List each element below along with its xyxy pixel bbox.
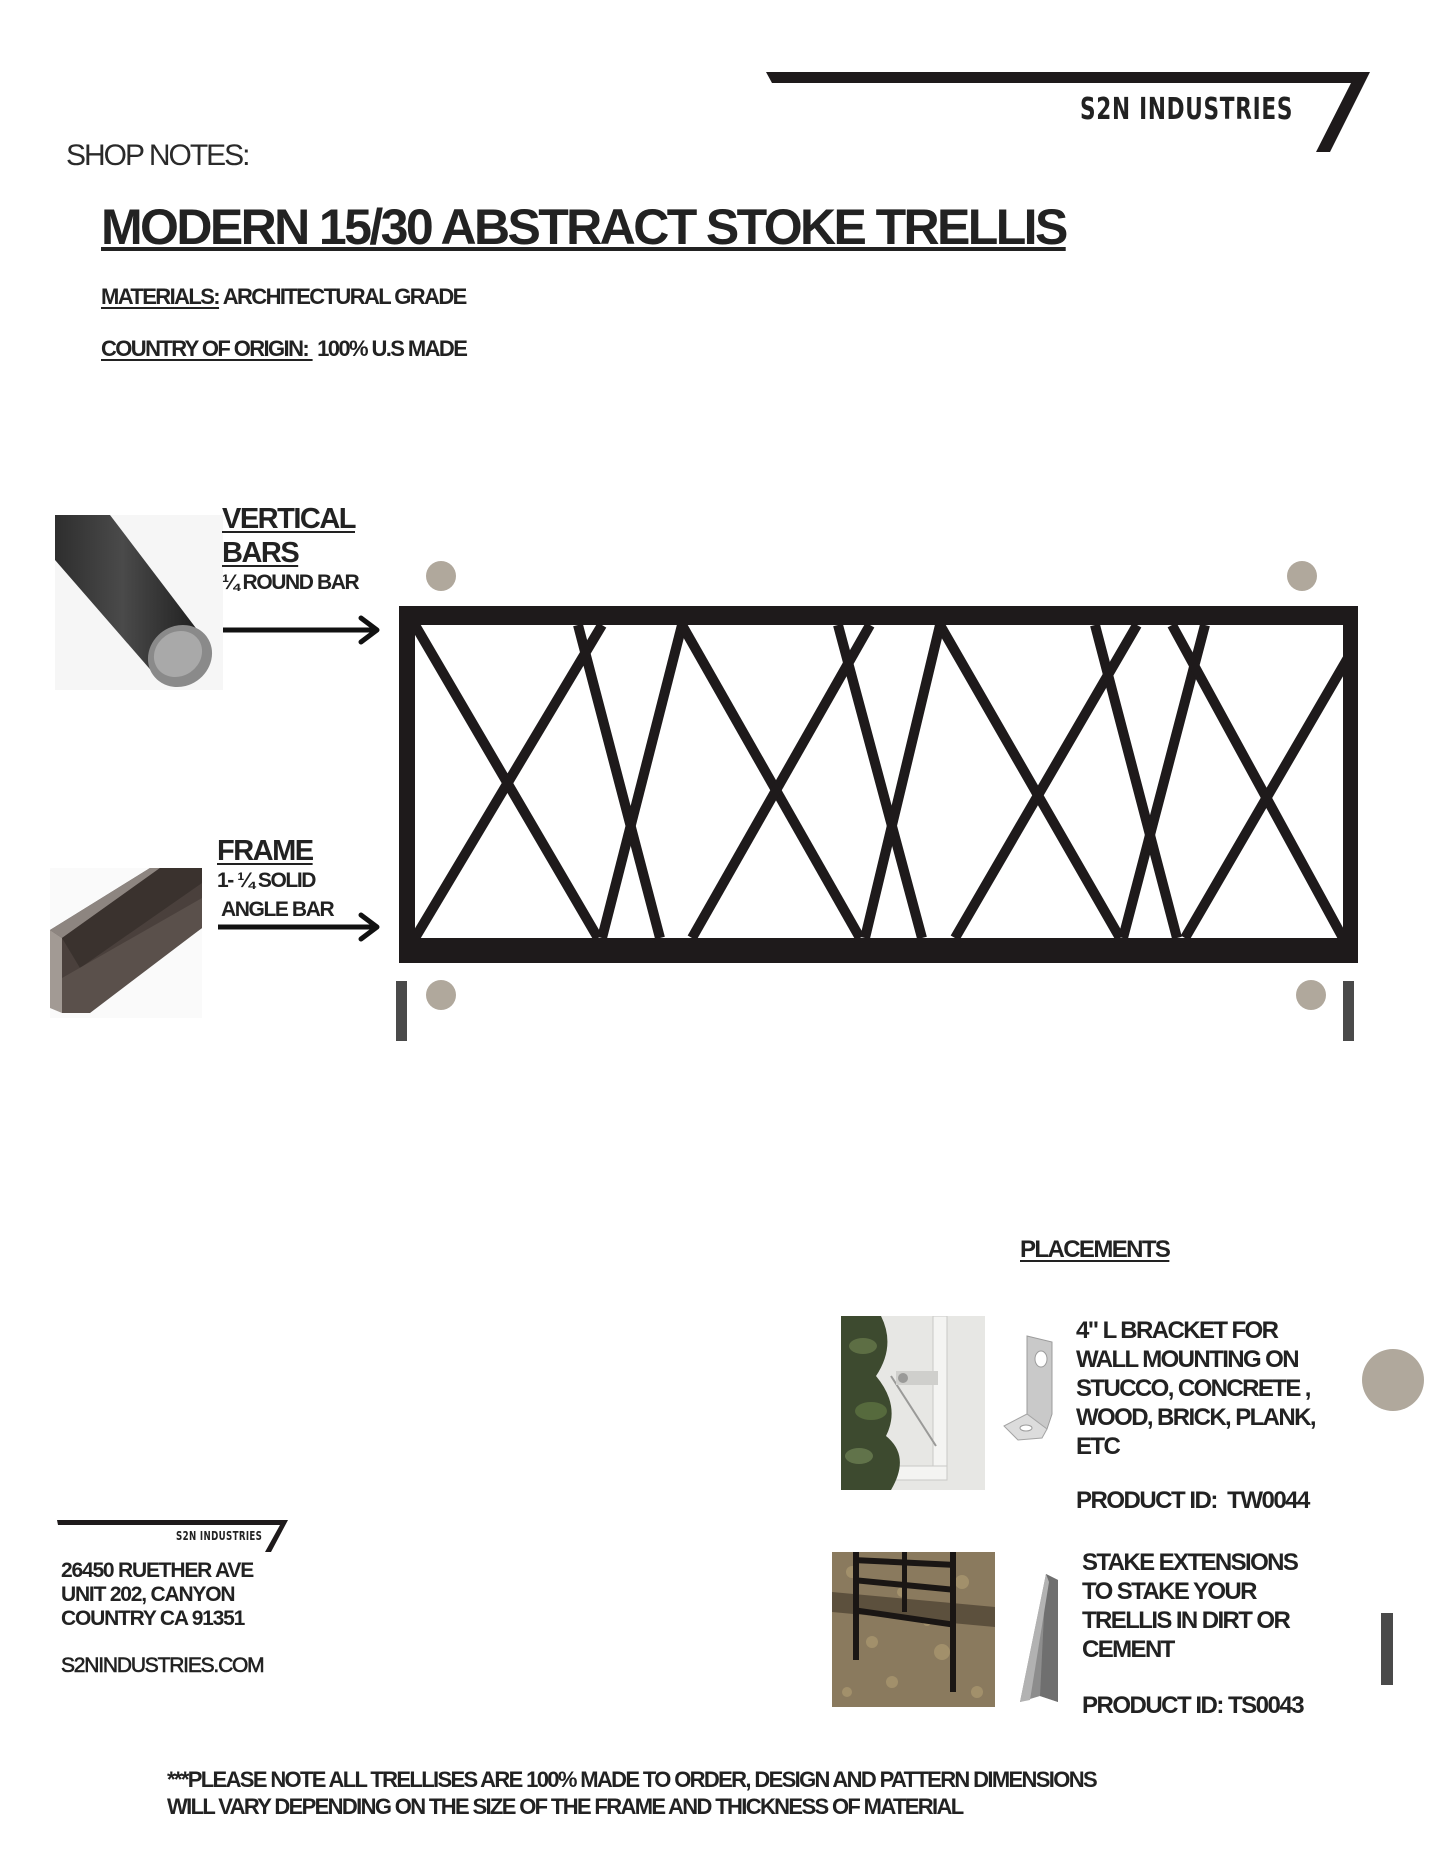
ground-stake-photo <box>832 1552 995 1707</box>
footer-brand: S2N INDUSTRIES <box>176 1529 263 1543</box>
origin-value: 100% U.S MADE <box>312 336 467 361</box>
frame-spec-1: 1- ¼ SOLID <box>217 869 316 892</box>
frame-spec-2: ANGLE BAR <box>221 898 334 921</box>
placement-bracket-description: 4" L BRACKET FOR WALL MOUNTING ON STUCCO, CONCRETE , WOOD, BRICK, PLANK, ETC <box>1076 1317 1315 1460</box>
placement-stake-description: STAKE EXTENSIONS TO STAKE YOUR TRELLIS IN DIRT OR CEMENT <box>1082 1549 1298 1663</box>
mount-hole-bottom-left <box>426 980 456 1010</box>
shop-notes-label: SHOP NOTES: <box>66 139 249 172</box>
vertical-bars-spec: ¼ ROUND BAR <box>222 571 359 594</box>
company-address: 26450 RUETHER AVE UNIT 202, CANYON COUNTRY CA 91351 <box>61 1559 254 1630</box>
materials-value: ARCHITECTURAL GRADE <box>219 284 466 309</box>
product-id-tw0044: PRODUCT ID: TW0044 <box>1076 1487 1309 1514</box>
trellis-diagram <box>0 540 1445 1060</box>
vertical-bars-title-2: BARS <box>222 537 299 569</box>
accent-dot <box>1362 1349 1424 1411</box>
materials-line <box>101 284 466 310</box>
company-website[interactable]: S2NINDUSTRIES.COM <box>61 1654 264 1677</box>
mount-hole-top-left <box>426 561 456 591</box>
mount-hole-bottom-right <box>1296 980 1326 1010</box>
stake-icon <box>1016 1572 1062 1706</box>
page-title: MODERN 15/30 ABSTRACT STOKE TRELLIS <box>101 199 1066 255</box>
stake-post-right <box>1343 981 1354 1041</box>
made-to-order-note: ***PLEASE NOTE ALL TRELLISES ARE 100% MADE TO ORDER, DESIGN AND PATTERN DIMENSIONS WILL VARY DEPENDING ON THE SIZE OF THE FRAME AND THICKNESS OF MATERIAL <box>167 1767 1096 1819</box>
materials-label: MATERIALS: <box>101 284 220 309</box>
mount-hole-top-right <box>1287 561 1317 591</box>
origin-label: COUNTRY OF ORIGIN: <box>101 336 313 361</box>
product-id-ts0043: PRODUCT ID: TS0043 <box>1082 1692 1304 1719</box>
vertical-bars-title-1: VERTICAL <box>222 503 355 535</box>
placements-heading: PLACEMENTS <box>1020 1236 1170 1263</box>
origin-line <box>101 336 466 362</box>
l-bracket-icon <box>1002 1334 1058 1444</box>
frame-title: FRAME <box>217 835 313 867</box>
header-brand: S2N INDUSTRIES <box>1080 92 1294 127</box>
stake-post-left <box>396 981 407 1041</box>
stake-post-swatch <box>1381 1613 1393 1685</box>
wall-bracket-photo <box>841 1316 985 1490</box>
